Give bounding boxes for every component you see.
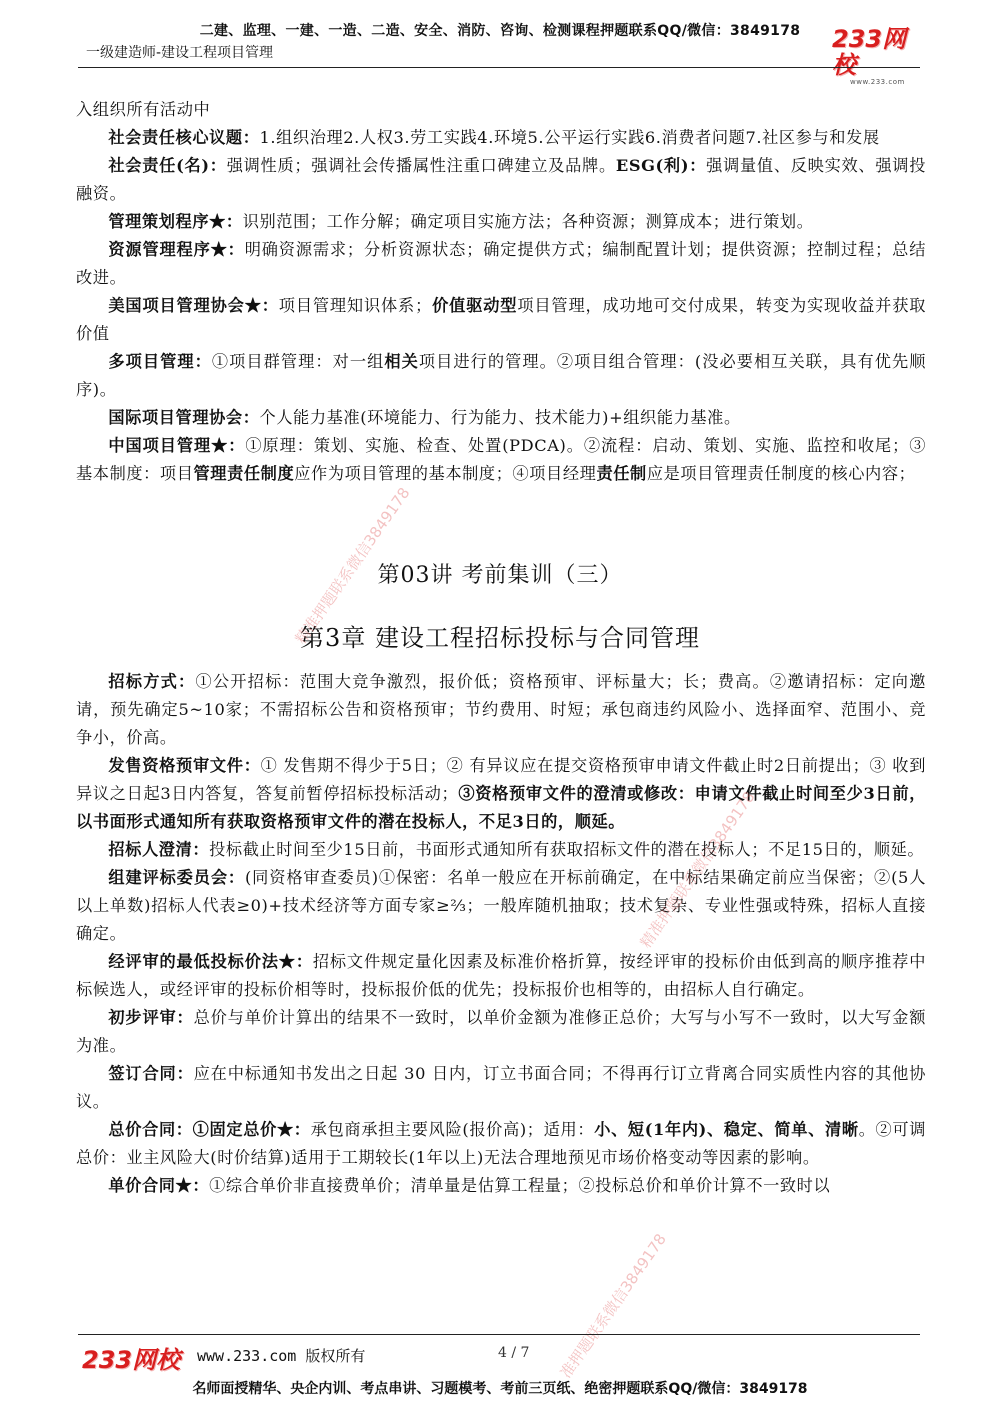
paragraph: 入组织所有活动中 [76,100,211,119]
footer-divider [78,1334,920,1335]
watermark: 准押题联系微信3849178 [556,1230,670,1382]
watermark: 精准押题联系微信3849178 [291,484,414,648]
paragraph: 多项目管理：①项目群管理：对一组相关项目进行的管理。②项目组合管理：(没必要相互关联，具有优先顺序)。 [76,352,926,399]
logo-url: www.233.com [850,78,905,86]
paragraph: 招标人澄清：投标截止时间至少15日前，书面形式通知所有获取招标文件的潜在投标人；不足15日的，顺延。 [108,840,925,859]
course-subject: 一级建造师-建设工程项目管理 [86,45,274,61]
logo-text: 233网校 [832,25,907,79]
logo-233 [832,25,922,86]
page-number: 4 / 7 [498,1345,530,1361]
paragraph: 签订合同：应在中标通知书发出之日起 30 日内，订立书面合同；不得再行订立背离合同实质性内容的其他协议。 [76,1064,927,1111]
header-banner: 二建、监理、一建、一造、二造、安全、消防、咨询、检测课程押题联系QQ/微信：3849178 [199,23,801,39]
footer-banner: 名师面授精华、央企内训、考点串讲、习题模考、考前三页纸、绝密押题联系QQ/微信：3849178 [192,1381,808,1397]
paragraph: 社会责任(名)：强调性质；强调社会传播属性注重口碑建立及品牌。ESG(利)：强调量值、反映实效、强调投融资。 [76,156,926,203]
paragraph: 发售资格预审文件：① 发售期不得少于5日；② 有异议应在提交资格预审申请文件截止时2日前提出；③ 收到异议之日起3日内答复，答复前暂停招标投标活动；③资格预审文件的澄清或修改：申请文件截止时间至少3日前，以书面形式通知所有获取资格预审文件的潜在投标人，不足3日的，顺延。 [76,756,926,831]
paragraph: 初步评审：总价与单价计算出的结果不一致时，以单价金额为准修正总价；大写与小写不一致时，以大写金额为准。 [76,1008,927,1055]
lecture-title: 第03讲 考前集训（三） [377,563,623,588]
chapter-title: 第3章 建设工程招标投标与合同管理 [300,624,700,652]
paragraph: 美国项目管理协会★：项目管理知识体系；价值驱动型项目管理，成功地可交付成果，转变为实现收益并获取价值 [76,296,927,343]
body-text-section-1 [76,96,926,488]
header-divider [78,67,920,68]
copyright-text: www.233.com 版权所有 [197,1347,366,1365]
paragraph: 国际项目管理协会：个人能力基准(环境能力、行为能力、技术能力)+组织能力基准。 [108,408,741,427]
paragraph: 资源管理程序★：明确资源需求；分析资源状态；确定提供方式；编制配置计划；提供资源；控制过程；总结改进。 [76,240,926,287]
paragraph: 招标方式：①公开招标：范围大竞争激烈，报价低；资格预审、评标量大；长；费高。②邀请招标：定向邀请，预先确定5~10家；不需招标公告和资格预审；节约费用、时短；承包商违约风险小、选择面窄、范围小、竞争小，价高。 [76,672,926,747]
footer-logo: 233网校 [82,1346,181,1374]
body-text-section-2 [76,668,926,1200]
paragraph: 管理策划程序★：识别范围；工作分解；确定项目实施方法；各种资源；测算成本；进行策划。 [108,212,814,231]
paragraph: 总价合同：①固定总价★：承包商承担主要风险(报价高)；适用：小、短(1年内)、稳定、简单、清晰。②可调总价：业主风险大(时价结算)适用于工期较长(1年以上)无法合理地预见市场价格变动等因素的影响。 [76,1120,927,1167]
paragraph: 经评审的最低投标价法★：招标文件规定量化因素及标准价格折算，按经评审的投标价由低到高的顺序推荐中标候选人，或经评审的投标价相等时，投标报价低的优先；投标报价也相等的，由招标人自行确定。 [76,952,926,999]
paragraph: 组建评标委员会：(同资格审查委员)①保密：名单一般应在开标前确定，在中标结果确定前应当保密；②(5人以上单数)招标人代表≥0)+技术经济等方面专家≥⅔；一般库随机抽取；技术复杂、专业性强或特殊，招标人直接确定。 [76,868,926,943]
watermark: 精准押题联系微信3849178 [636,788,759,952]
paragraph: 单价合同★：①综合单价非直接费单价；清单量是估算工程量；②投标总价和单价计算不一致时以 [108,1176,831,1195]
paragraph: 社会责任核心议题：1.组织治理2.人权3.劳工实践4.环境5.公平运行实践6.消费者问题7.社区参与和发展 [108,128,880,147]
paragraph: 中国项目管理★：①原理：策划、实施、检查、处置(PDCA)。②流程：启动、策划、实施、监控和收尾；③基本制度：项目管理责任制度应作为项目管理的基本制度；④项目经理责任制应是项目管理责任制度的核心内容； [76,436,926,483]
